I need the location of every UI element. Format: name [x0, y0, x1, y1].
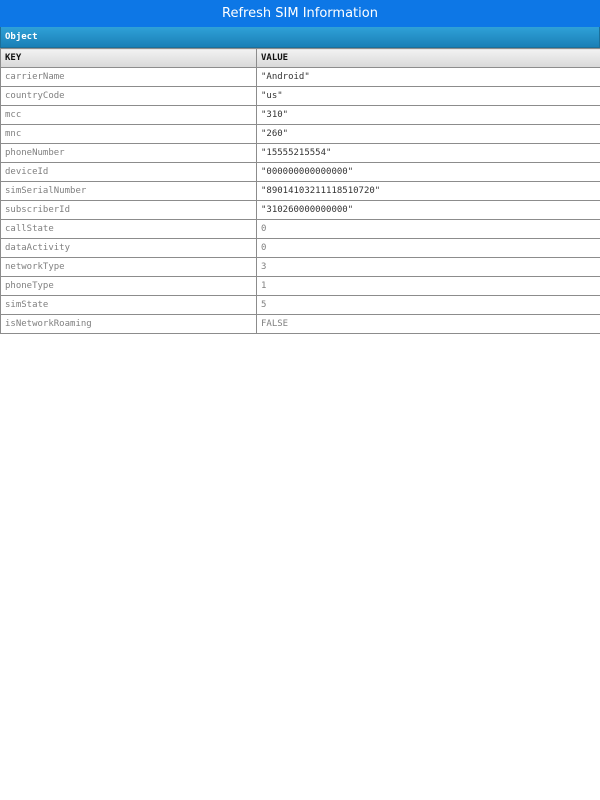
table-row — [1, 296, 600, 315]
table-row — [1, 258, 600, 277]
table-row — [1, 125, 600, 144]
row-value: 3 — [257, 258, 600, 277]
row-value: "310260000000000" — [257, 201, 600, 220]
row-value: 5 — [257, 296, 600, 315]
row-value: 0 — [257, 239, 600, 258]
value-column-header: VALUE — [257, 49, 600, 68]
row-value: "000000000000000" — [257, 163, 600, 182]
sim-info-table — [0, 48, 600, 334]
row-key: dataActivity — [1, 239, 257, 258]
table-row — [1, 68, 600, 87]
table-header-row — [1, 49, 600, 68]
row-value: "15555215554" — [257, 144, 600, 163]
row-value: 1 — [257, 277, 600, 296]
row-key: carrierName — [1, 68, 257, 87]
row-key: callState — [1, 220, 257, 239]
table-row — [1, 277, 600, 296]
row-key: mnc — [1, 125, 257, 144]
table-row — [1, 182, 600, 201]
row-key: mcc — [1, 106, 257, 125]
table-row — [1, 87, 600, 106]
key-column-header: KEY — [1, 49, 257, 68]
row-value: "89014103211118510720" — [257, 182, 600, 201]
object-panel-header — [0, 27, 600, 48]
row-value: FALSE — [257, 315, 600, 334]
table-row — [1, 163, 600, 182]
row-key: networkType — [1, 258, 257, 277]
row-key: countryCode — [1, 87, 257, 106]
object-label: Object — [5, 32, 38, 42]
row-key: phoneType — [1, 277, 257, 296]
row-key: phoneNumber — [1, 144, 257, 163]
row-value: "310" — [257, 106, 600, 125]
row-key: simState — [1, 296, 257, 315]
table-row — [1, 201, 600, 220]
row-value: 0 — [257, 220, 600, 239]
row-key: isNetworkRoaming — [1, 315, 257, 334]
row-key: subscriberId — [1, 201, 257, 220]
row-key: simSerialNumber — [1, 182, 257, 201]
row-value: "us" — [257, 87, 600, 106]
refresh-sim-button[interactable] — [0, 0, 600, 27]
table-row — [1, 106, 600, 125]
table-row — [1, 220, 600, 239]
table-row — [1, 239, 600, 258]
table-row — [1, 315, 600, 334]
row-key: deviceId — [1, 163, 257, 182]
header-title: Refresh SIM Information — [222, 6, 378, 21]
table-row — [1, 144, 600, 163]
row-value: "Android" — [257, 68, 600, 87]
row-value: "260" — [257, 125, 600, 144]
